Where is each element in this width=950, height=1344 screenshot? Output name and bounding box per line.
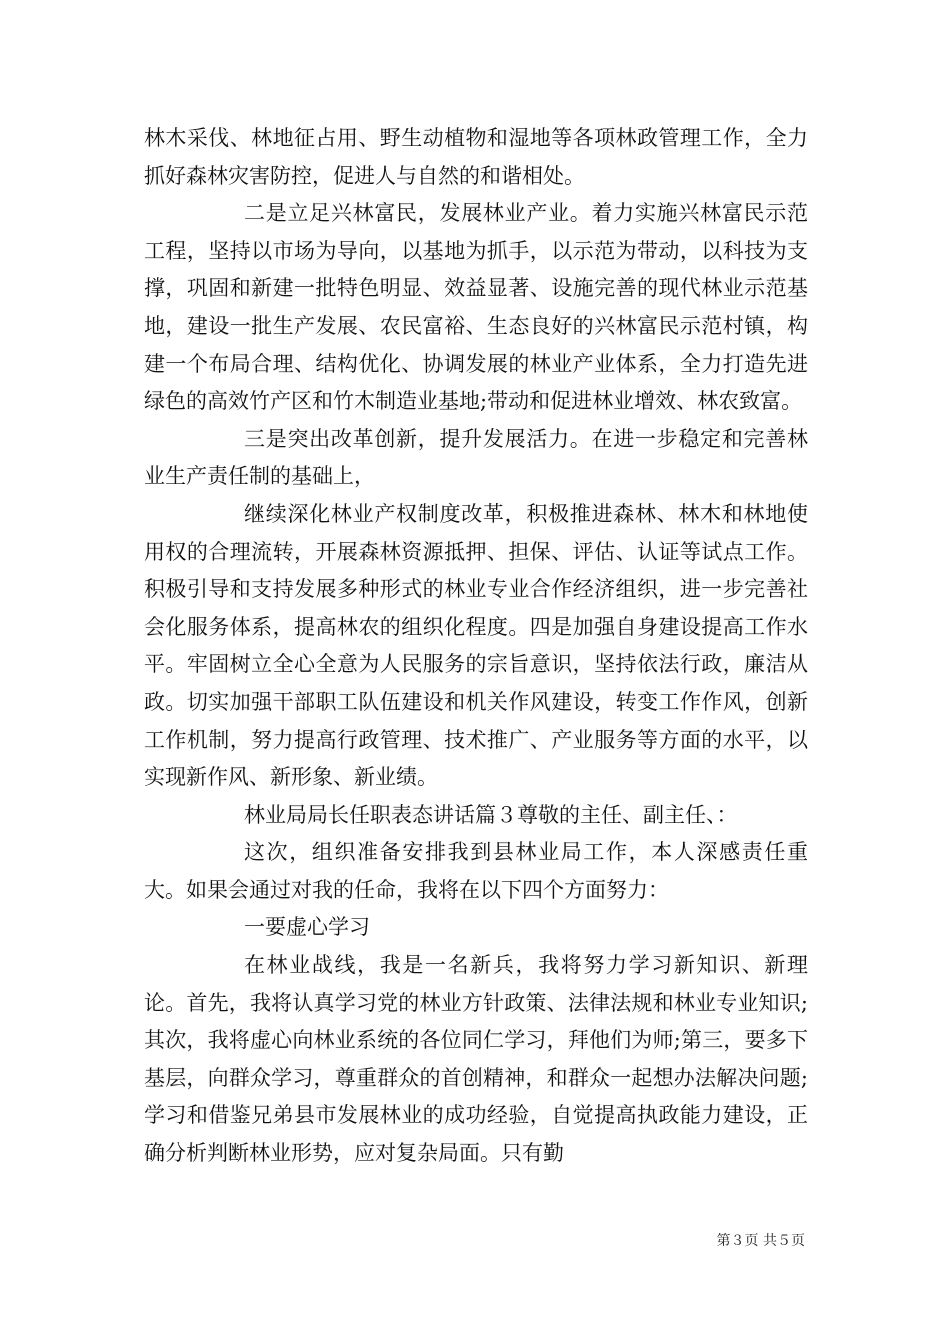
paragraph-2: 二是立足兴林富民，发展林业产业。着力实施兴林富民示范工程，坚持以市场为导向，以基地为抓手，以示范为带动，以科技为支撑，巩固和新建一批特色明显、效益显著、设施完善的现代林业示范基地，建设一批生产发展、农民富裕、生态良好的兴林富民示范村镇，构建一个布局合理、结构优化、协调发展的林业产业体系，全力打造先进绿色的高效竹产区和竹木制造业基地;带动和促进林业增效、林农致富。 <box>144 201 808 414</box>
document-body <box>144 120 808 1173</box>
paragraph-7: 一要虚心学习 <box>244 915 370 940</box>
paragraph-1: 林木采伐、林地征占用、野生动植物和湿地等各项林政管理工作，全力抓好森林灾害防控，促进人与自然的和谐相处。 <box>144 126 808 188</box>
paragraph-4: 继续深化林业产权制度改革，积极推进森林、林木和林地使用权的合理流转，开展森林资源抵押、担保、评估、认证等试点工作。积极引导和支持发展多种形式的林业专业合作经济组织，进一步完善社会化服务体系，提高林农的组织化程度。四是加强自身建设提高工作水平。牢固树立全心全意为人民服务的宗旨意识，坚持依法行政，廉洁从政。切实加强干部职工队伍建设和机关作风建设，转变工作作风，创新工作机制，努力提高行政管理、技术推广、产业服务等方面的水平，以实现新作风、新形象、新业绩。 <box>144 501 808 790</box>
paragraph-6: 这次，组织准备安排我到县林业局工作，本人深感责任重大。如果会通过对我的任命，我将在以下四个方面努力： <box>144 840 808 902</box>
paragraph-8: 在林业战线，我是一名新兵，我将努力学习新知识、新理论。首先，我将认真学习党的林业方针政策、法律法规和林业专业知识;其次，我将虚心向林业系统的各位同仁学习，拜他们为师;第三，要多下基层，向群众学习，尊重群众的首创精神，和群众一起想办法解决问题;学习和借鉴兄弟县市发展林业的成功经验，自觉提高执政能力建设，正确分析判断林业形势，应对复杂局面。只有勤 <box>144 953 808 1166</box>
paragraph-5: 林业局局长任职表态讲话篇３尊敬的主任、副主任、： <box>244 802 738 827</box>
page-number: 第３页 共５页 <box>716 1233 805 1249</box>
paragraph-3: 三是突出改革创新，提升发展活力。在进一步稳定和完善林业生产责任制的基础上， <box>144 426 808 489</box>
